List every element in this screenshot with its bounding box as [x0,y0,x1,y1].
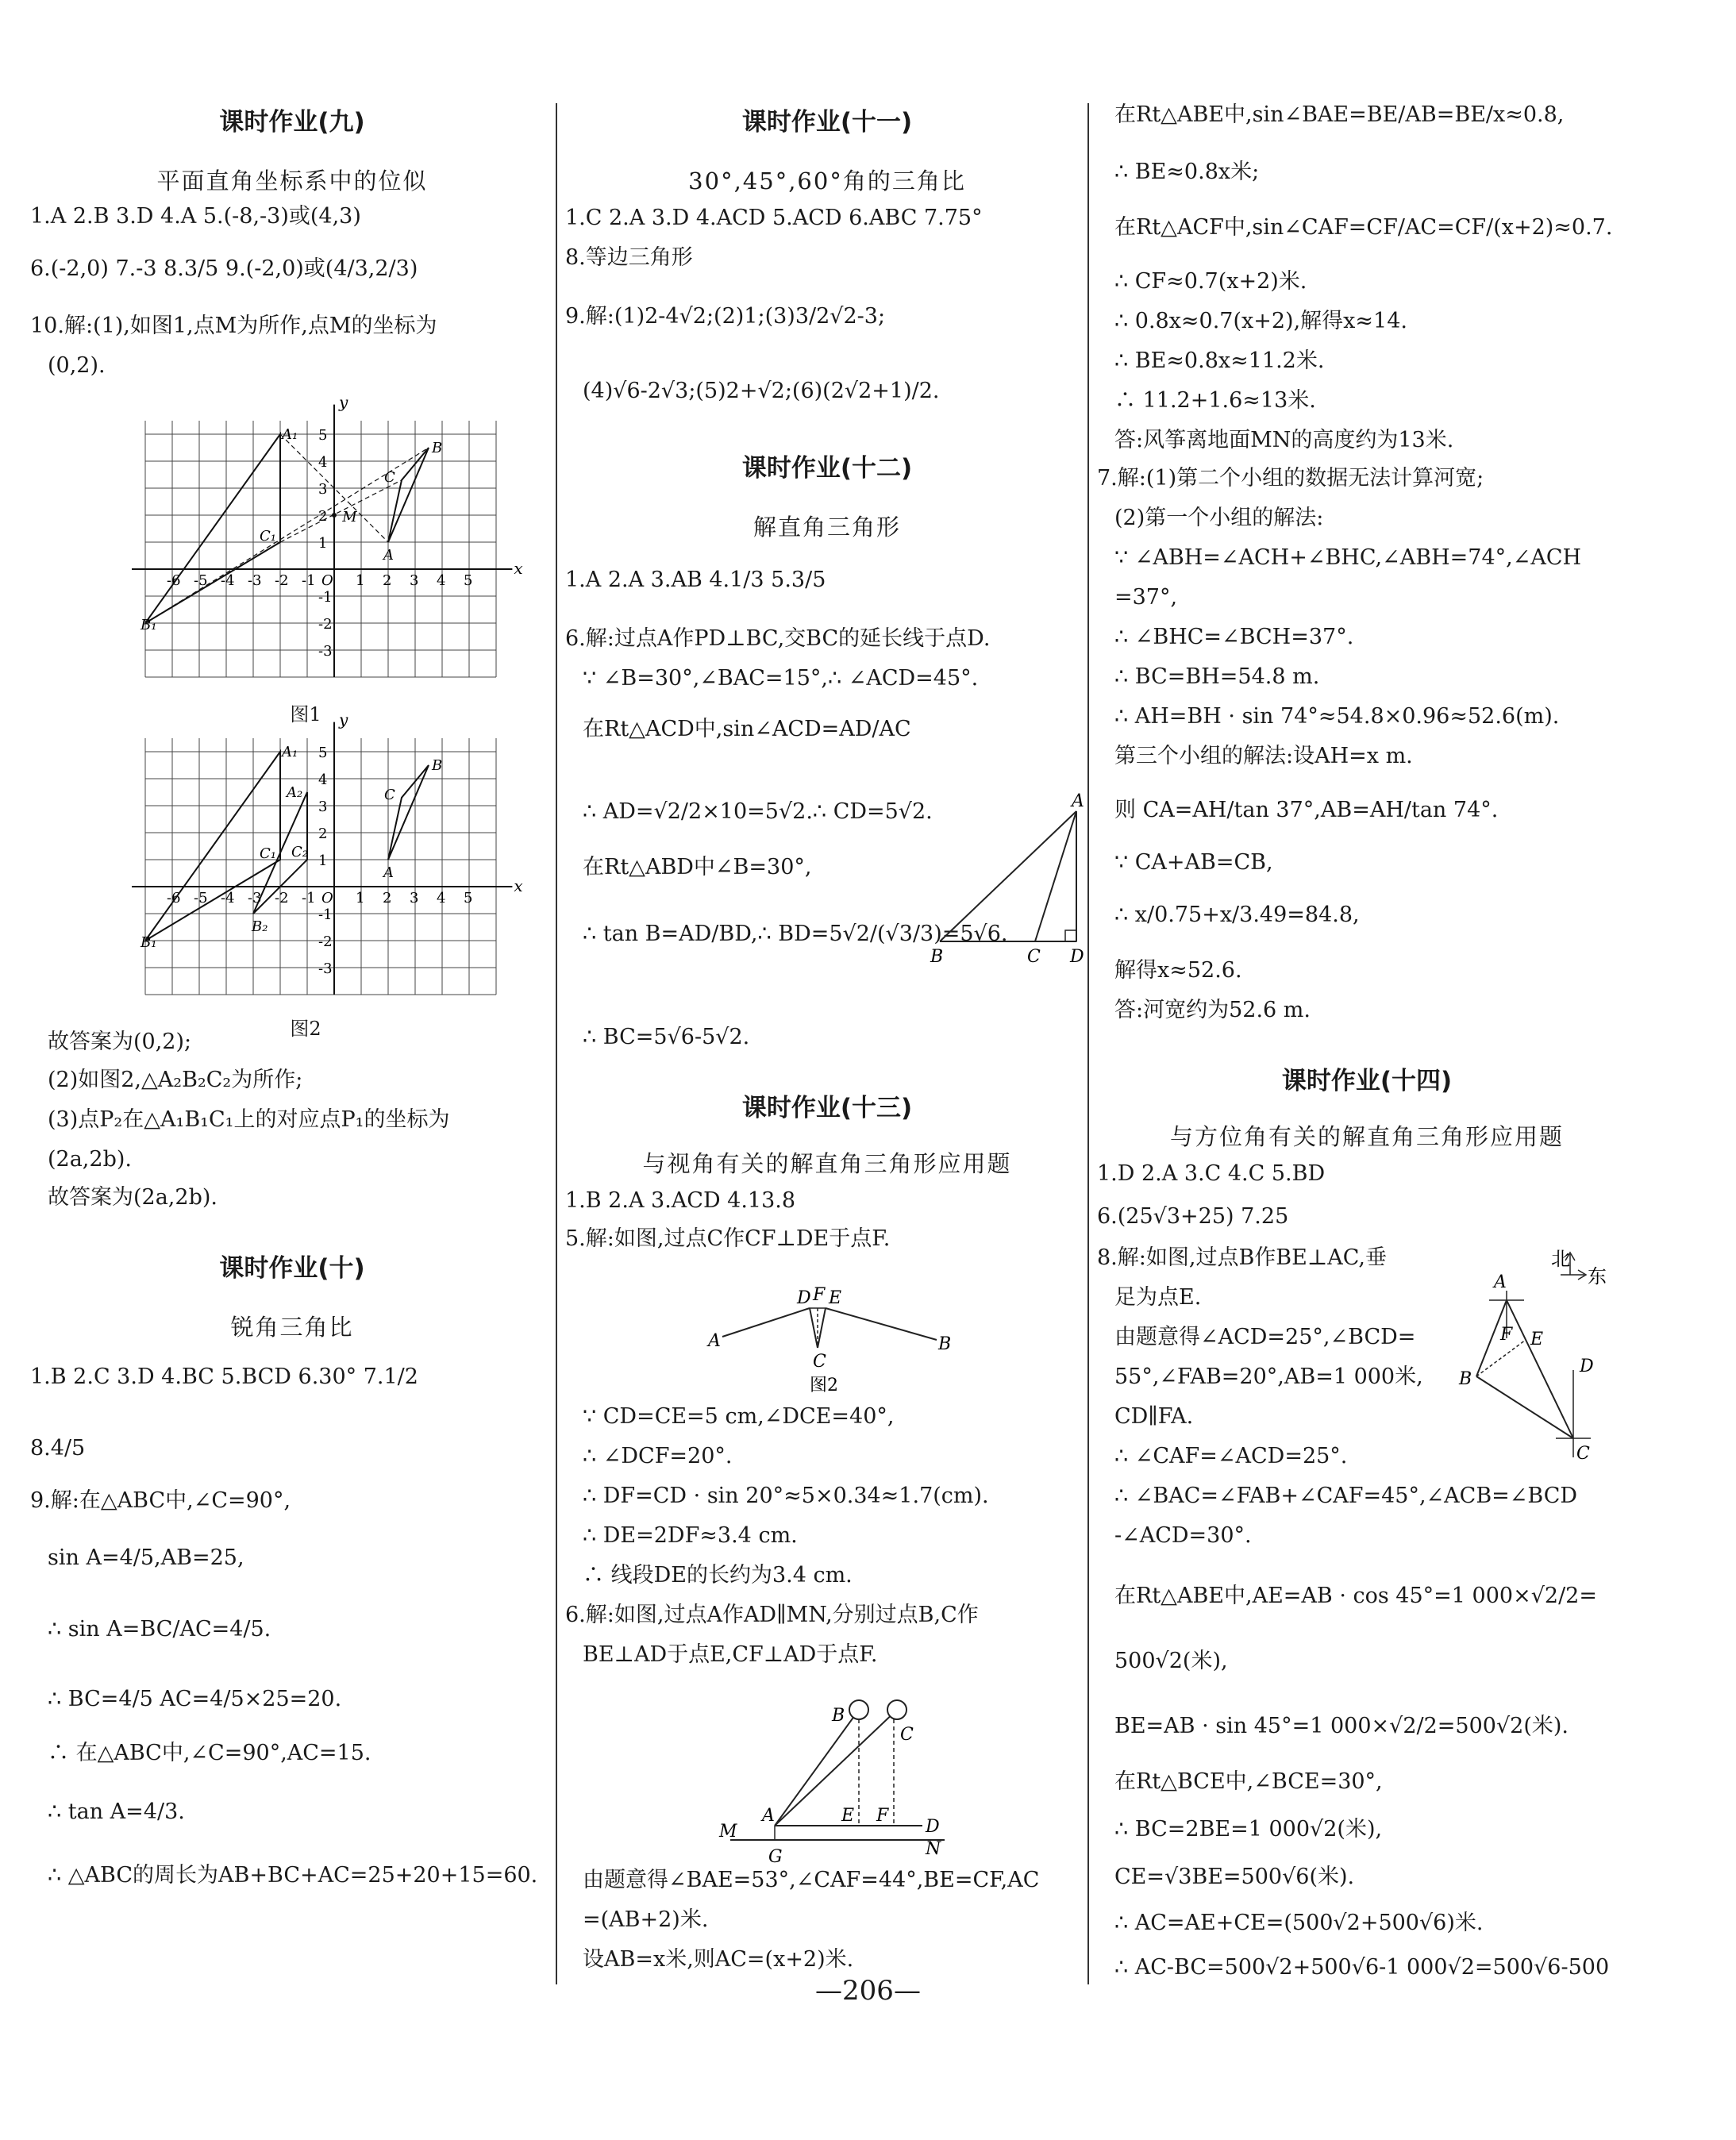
section-subtitle: 与方位角有关的解直角三角形应用题 [1169,1123,1564,1150]
svg-text:5: 5 [464,572,473,589]
answer-line: ∵ ∠B=30°,∠BAC=15°,∴ ∠ACD=45°. [583,666,979,691]
answer-line: BE=AB · sin 45°=1 000×√2/2=500√2(米). [1114,1714,1569,1738]
svg-text:-6: -6 [167,890,181,906]
column-right [1097,0,1637,2000]
section-title: 课时作业(九) [219,108,365,137]
answer-line: ∴ ∠BAC=∠FAB+∠CAF=45°,∠ACB=∠BCD [1114,1484,1578,1508]
label-g: G [768,1847,783,1867]
figure-1-coordinate-grid [115,392,523,683]
answer-line: ∴ AC-BC=500√2+500√6-1 000√2=500√6-500 [1114,1955,1610,1980]
svg-text:B: B [432,757,443,774]
label-e: E [1530,1330,1544,1349]
label-c: C [813,1352,826,1372]
answer-line: (3)点P₂在△A₁B₁C₁上的对应点P₁的坐标为 [48,1107,450,1132]
svg-text:A: A [383,864,394,881]
answer-line: 1.A 2.A 3.AB 4.1/3 5.3/5 [565,568,826,592]
answer-line: sin A=4/5,AB=25, [48,1545,244,1570]
answer-line: 6.解:过点A作PD⊥BC,交BC的延长线于点D. [565,626,991,651]
svg-text:3: 3 [318,481,328,498]
section-subtitle: 锐角三角比 [230,1314,354,1341]
column-divider [1087,103,1089,1984]
svg-text:x: x [514,876,523,895]
answer-line: ∴ CF≈0.7(x+2)米. [1114,269,1307,294]
answer-line: 8.4/5 [30,1436,86,1461]
svg-text:B₁: B₁ [140,617,157,633]
answer-line: 1.D 2.A 3.C 4.C 5.BD [1097,1161,1326,1186]
svg-text:3: 3 [410,890,419,906]
svg-text:5: 5 [318,427,328,444]
answer-line: ∴ tan B=AD/BD,∴ BD=5√2/(√3/3)=5√6. [583,922,1008,946]
svg-text:C₂: C₂ [291,844,308,860]
svg-text:B: B [432,440,443,456]
answer-line: ∴ 线段DE的长约为3.4 cm. [583,1563,853,1588]
label-n: N [926,1839,941,1859]
answer-line: 1.A 2.B 3.D 4.A 5.(-8,-3)或(4,3) [30,204,361,229]
svg-text:O: O [321,890,333,906]
svg-text:C: C [384,468,395,486]
answer-line: 5.解:如图,过点C作CF⊥DE于点F. [565,1226,891,1251]
svg-text:A₁: A₁ [282,744,298,760]
answer-line: ∴ 11.2+1.6≈13米. [1114,388,1316,413]
svg-text:A₁: A₁ [282,426,298,443]
svg-text:O: O [321,572,333,589]
answer-line: 解得x≈52.6. [1114,958,1242,983]
label-f: F [813,1285,826,1305]
svg-text:M: M [342,509,357,525]
answer-line: ∴ AH=BH · sin 74°≈54.8×0.96≈52.6(m). [1114,704,1560,729]
answer-line: ∴ sin A=BC/AC=4/5. [48,1617,271,1642]
answer-line: -∠ACD=30°. [1114,1523,1252,1548]
answer-line: 500√2(米), [1114,1649,1228,1673]
svg-text:-3: -3 [318,643,333,660]
answer-line: 6.解:如图,过点A作AD∥MN,分别过点B,C作 [565,1603,979,1627]
answer-line: 足为点E. [1114,1285,1202,1310]
svg-text:4: 4 [318,454,328,471]
svg-text:2: 2 [318,508,328,525]
answer-line: 故答案为(0,2); [48,1030,192,1054]
answer-line: 则 CA=AH/tan 37°,AB=AH/tan 74°. [1114,798,1499,822]
answer-line: 10.解:(1),如图1,点M为所作,点M的坐标为 [30,314,437,338]
svg-text:4: 4 [437,572,446,589]
figure-triangle-abcd [929,791,1087,967]
svg-text:-3: -3 [248,890,262,906]
svg-text:A: A [383,547,394,564]
svg-text:-3: -3 [248,572,262,589]
answer-line: (2)第一个小组的解法: [1114,506,1324,530]
page-number: —206— [815,1975,921,2007]
answer-line: ∴ △ABC的周长为AB+BC+AC=25+20+15=60. [48,1863,538,1888]
svg-text:-1: -1 [302,572,316,589]
answer-line: 由题意得∠BAE=53°,∠CAF=44°,BE=CF,AC [583,1868,1040,1892]
label-c: C [1027,947,1041,967]
column-divider [556,103,557,1984]
figure-1-caption: 图1 [290,703,321,726]
svg-text:B₁: B₁ [140,934,157,951]
svg-text:-5: -5 [194,890,208,906]
answer-line: 在Rt△BCE中,∠BCE=30°, [1114,1769,1383,1794]
answer-line: ∴ tan A=4/3. [48,1799,185,1824]
label-m: M [719,1822,737,1842]
answer-line: ∴ BC=2BE=1 000√2(米), [1114,1817,1383,1842]
label-a: A [762,1806,775,1826]
section-subtitle: 平面直角坐标系中的位似 [156,167,428,194]
label-d: D [1580,1357,1594,1376]
answer-line: ∴ AC=AE+CE=(500√2+500√6)米. [1114,1911,1484,1935]
answer-line: 8.解:如图,过点B作BE⊥AC,垂 [1097,1245,1388,1270]
answer-line: 6.(-2,0) 7.-3 8.3/5 9.(-2,0)或(4/3,2/3) [30,256,418,281]
answer-line: ∴ BE≈0.8x≈11.2米. [1114,348,1325,373]
answer-line: ∵ CA+AB=CB, [1114,850,1273,875]
svg-text:C: C [384,786,395,803]
svg-text:y: y [339,392,348,412]
label-d: D [797,1288,811,1308]
answer-line: ∴ 0.8x≈0.7(x+2),解得x≈14. [1114,309,1407,333]
answer-line: 在Rt△ACF中,sin∠CAF=CF/AC=CF/(x+2)≈0.7. [1114,215,1613,240]
label-d: D [1070,947,1084,967]
answer-line: 故答案为(2a,2b). [48,1185,217,1210]
label-a: A [1072,791,1084,811]
svg-text:-2: -2 [318,616,333,633]
label-a: A [708,1331,721,1351]
svg-text:-3: -3 [318,960,333,977]
answer-line: ∵ CD=CE=5 cm,∠DCE=40°, [583,1404,895,1429]
answer-line: 答:风筝离地面MN的高度约为13米. [1114,428,1454,452]
svg-text:-4: -4 [221,572,235,589]
label-east: 东 [1588,1265,1607,1287]
svg-text:1: 1 [356,890,365,906]
svg-text:2: 2 [383,890,392,906]
answer-line: (4)√6-2√3;(5)2+√2;(6)(2√2+1)/2. [583,379,940,403]
svg-text:C₁: C₁ [260,528,276,545]
svg-text:x: x [514,559,523,578]
answer-line: CE=√3BE=500√6(米). [1114,1865,1355,1889]
svg-text:A₂: A₂ [287,784,303,801]
answer-line: ∵ ∠ABH=∠ACH+∠BHC,∠ABH=74°,∠ACH [1114,545,1582,570]
svg-text:4: 4 [318,772,328,788]
answer-line: ∴ DE=2DF≈3.4 cm. [583,1523,798,1548]
answer-line: 在Rt△ABE中,sin∠BAE=BE/AB=BE/x≈0.8, [1114,102,1565,127]
section-title: 课时作业(十三) [741,1094,913,1122]
answer-line: 答:河宽约为52.6 m. [1114,998,1311,1022]
answer-line: 1.B 2.C 3.D 4.BC 5.BCD 6.30° 7.1/2 [30,1364,418,1389]
answer-line: 9.解:(1)2-4√2;(2)1;(3)3/2√2-3; [565,304,886,329]
svg-text:1: 1 [318,535,328,552]
svg-text:1: 1 [356,572,365,589]
answer-line: =37°, [1114,585,1178,610]
svg-text:2: 2 [318,826,328,842]
label-a: A [1494,1272,1507,1292]
svg-text:C₁: C₁ [260,845,276,862]
svg-text:3: 3 [318,799,328,815]
answer-line: ∴ AD=√2/2×10=5√2.∴ CD=5√2. [583,799,933,824]
svg-text:-2: -2 [275,572,289,589]
svg-text:-6: -6 [167,572,181,589]
section-subtitle: 解直角三角形 [753,514,901,541]
label-north: 北 [1551,1248,1570,1270]
svg-text:5: 5 [318,745,328,761]
answer-line: ∴ BC=BH=54.8 m. [1114,664,1320,689]
label-f: F [876,1806,889,1826]
figure-caption: 图2 [810,1376,838,1395]
answer-line: 8.等边三角形 [565,245,693,270]
answer-line: ∴ x/0.75+x/3.49=84.8, [1114,903,1360,927]
label-b: B [930,947,944,967]
answer-line: 第三个小组的解法:设AH=x m. [1114,744,1413,768]
answer-line: 6.(25√3+25) 7.25 [1097,1204,1289,1229]
figure-kite [714,1691,953,1873]
svg-text:5: 5 [464,890,473,906]
answer-line: ∴ ∠CAF=∠ACD=25°. [1114,1444,1348,1468]
section-title: 课时作业(十) [219,1254,365,1283]
label-e: E [829,1288,842,1308]
answer-line: ∴ BE≈0.8x米; [1114,160,1260,184]
answer-line: BE⊥AD于点E,CF⊥AD于点F. [583,1642,878,1667]
answer-line: ∴ DF=CD · sin 20°≈5×0.34≈1.7(cm). [583,1484,989,1508]
column-left [30,0,554,2000]
label-b: B [1459,1369,1472,1389]
svg-text:-5: -5 [194,572,208,589]
label-b: B [938,1334,952,1354]
label-c: C [900,1725,914,1745]
section-title: 课时作业(十二) [741,454,913,483]
answer-line: ∴ ∠DCF=20°. [583,1444,733,1468]
answer-line: 设AB=x米,则AC=(x+2)米. [583,1947,854,1972]
label-c: C [1576,1444,1590,1464]
answer-line: CD∥FA. [1114,1404,1194,1429]
answer-line: (0,2). [48,353,106,378]
section-subtitle: 与视角有关的解直角三角形应用题 [642,1150,1012,1177]
svg-text:-2: -2 [318,933,333,950]
svg-text:B₂: B₂ [252,918,268,935]
section-title: 课时作业(十一) [741,108,913,137]
figure-v-shape [699,1276,960,1403]
svg-text:-2: -2 [275,890,289,906]
answer-line: 在Rt△ACD中,sin∠ACD=AD/AC [583,717,911,741]
section-title: 课时作业(十四) [1281,1067,1453,1095]
answer-line: 9.解:在△ABC中,∠C=90°, [30,1488,291,1513]
svg-text:3: 3 [410,572,419,589]
label-b: B [832,1706,845,1726]
label-e: E [841,1806,855,1826]
answer-line: 在Rt△ABD中∠B=30°, [583,855,812,879]
figure-bearing [1457,1248,1632,1481]
answer-line: ∴ BC=4/5 AC=4/5×25=20. [48,1687,342,1711]
answer-line: 1.B 2.A 3.ACD 4.13.8 [565,1188,796,1213]
svg-text:-1: -1 [318,589,333,606]
label-f: F [1500,1325,1513,1345]
section-subtitle: 30°,45°,60°角的三角比 [688,167,966,194]
svg-text:4: 4 [437,890,446,906]
label-d: D [926,1817,940,1837]
answer-line: ∴ ∠BHC=∠BCH=37°. [1114,625,1354,649]
svg-text:-1: -1 [302,890,316,906]
answer-line: 55°,∠FAB=20°,AB=1 000米, [1114,1364,1423,1389]
svg-text:y: y [339,710,348,729]
svg-text:2: 2 [383,572,392,589]
answer-line: 由题意得∠ACD=25°,∠BCD= [1114,1325,1416,1349]
answer-line: =(AB+2)米. [583,1907,709,1932]
svg-text:-4: -4 [221,890,235,906]
answer-line: (2a,2b). [48,1147,132,1172]
answer-line: 在Rt△ABE中,AE=AB · cos 45°=1 000×√2/2= [1114,1584,1597,1608]
answer-line: 1.C 2.A 3.D 4.ACD 5.ACD 6.ABC 7.75° [565,206,983,230]
svg-text:1: 1 [318,853,328,869]
answer-line: (2)如图2,△A₂B₂C₂为所作; [48,1068,303,1092]
answer-line: ∴ BC=5√6-5√2. [583,1025,750,1049]
answer-line: 7.解:(1)第二个小组的数据无法计算河宽; [1097,466,1484,491]
svg-text:-1: -1 [318,906,333,923]
answer-line: ∴ 在△ABC中,∠C=90°,AC=15. [48,1741,371,1765]
figure-2-caption: 图2 [290,1018,321,1040]
